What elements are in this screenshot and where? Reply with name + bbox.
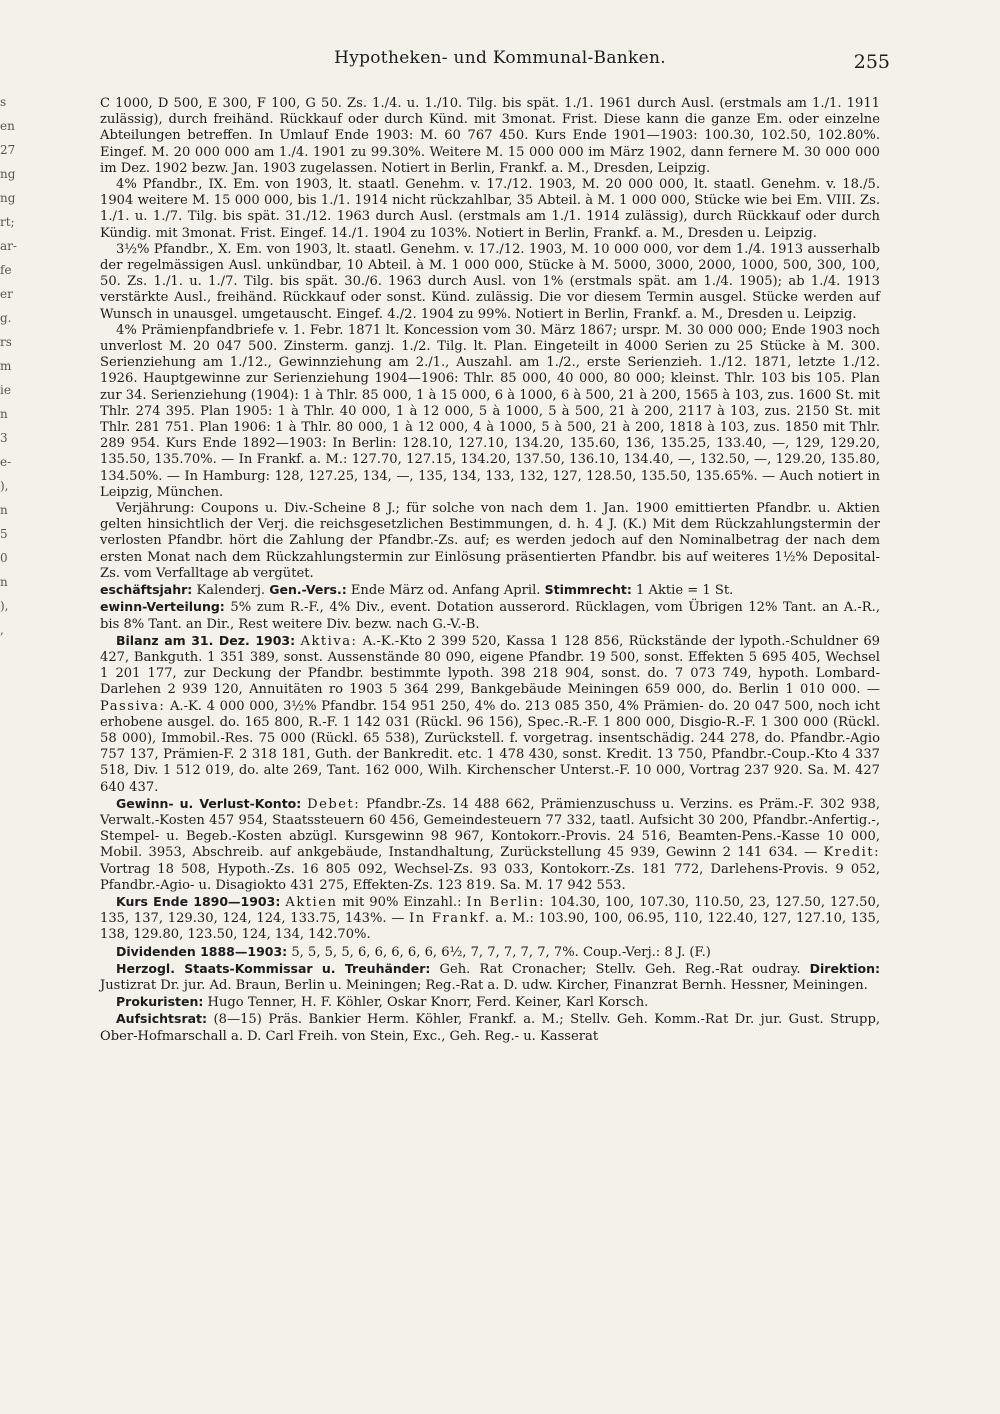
margin-fragment: e-	[0, 455, 12, 469]
margin-fragment: rt;	[0, 215, 15, 229]
margin-fragment: ie	[0, 383, 11, 397]
paragraph-staatskommissar	[100, 961, 880, 994]
page-number: 255	[853, 51, 890, 73]
label-gen-vers: Gen.-Vers.:	[269, 582, 347, 598]
label-aufsichtsrat: Aufsichtsrat:	[116, 1011, 208, 1027]
text-dividenden: 5, 5, 5, 5, 6, 6, 6, 6, 6, 6½, 7, 7, 7, 7, 7, 7%. Coup.-Verj.: 8 J. (F.)	[287, 944, 711, 960]
paragraph-pfandbr-em-ix: 4% Pfandbr., IX. Em. von 1903, lt. staatl. Genehm. v. 17./12. 1903, M. 20 000 000, lt. staatl. Genehm. v. 18./5. 1904 weitere M. 15 000 000, bis 1./1. 1914 nicht rückzahlbar, 35 Abteil. à M. 1 000 000, Stücke wie bei Em. VIII. Zs. 1./1. u. 1./7. Tilg. bis spät. 31./12. 1963 durch Ausl. (erstmals am 1./1. 1914 zulässig), durch Rückkauf oder durch Kündig. mit 3monat. Frist. Eingef. 14./1. 1904 zu 103%. Notiert in Berlin, Frankf. a. M., Dresden u. Leipzig.	[100, 177, 880, 241]
text-debet: Pfandbr.-Zs. 14 488 662, Prämienzuschuss u. Verzins. es Präm.-F. 302 938, Verwalt.-Kosten 457 954, Staatssteuern 60 456, Gemeindesteuern 77 332, taatl. Aufsicht 30 200, Pfandbr.-Anfertig.-, Stempel- u. Begeb.-Kosten abzügl. Kursgewinn 98 967, Kontokorr.-Provis. 24 516, Beamten-Pens.-Kasse 10 000, Mobil. 3953, Abschreib. auf ankgebäude, Instandhaltung, Zurückstellung 45 939, Gewinn 2 141 634. —	[100, 796, 880, 861]
margin-fragment: ),	[0, 479, 9, 493]
page-header	[110, 48, 890, 74]
margin-fragment: ar-	[0, 239, 17, 253]
label-debet: Debet:	[307, 796, 361, 812]
label-aktien: Aktien	[285, 894, 338, 910]
margin-fragment: en	[0, 119, 15, 133]
text-prokuristen: Hugo Tenner, H. F. Köhler, Oskar Knorr, Ferd. Keiner, Karl Korsch.	[203, 995, 649, 1011]
paragraph-prokuristen	[100, 994, 880, 1011]
text-geschaeftsjahr: Kalenderj.	[192, 583, 270, 599]
margin-fragment: s	[0, 95, 7, 109]
margin-fragment: ,	[0, 623, 4, 637]
margin-fragment: 5	[0, 527, 8, 541]
margin-fragment: 3	[0, 431, 8, 445]
paragraph-aufsichtsrat	[100, 1011, 880, 1044]
paragraph-verjaehrung: Verjährung: Coupons u. Div.-Scheine 8 J.; für solche von nach dem 1. Jan. 1900 emittierten Pfandbr. u. Aktien gelten hinsichtlich der Verj. die reichsgesetzlichen Bestimmungen, d. h. 4 J. (K.) Mit dem Rückzahlungstermin der verlosten Pfandbr. hört die Zahlung der Pfandbr.-Zs. auf; es werden jedoch auf den Nominalbetrag der nach dem ersten Monat nach dem Rückzahlungstermin zur Einlösung präsentierten Pfandbr. bis auf weiteres 1½% Deposital-Zs. vom Verfalltage ab vergütet.	[100, 501, 880, 581]
paragraph-geschaeftsjahr	[100, 582, 880, 599]
text-kurs-berlin: 104.30, 100, 107.30, 110.50, 23, 127.50, 127.50, 135, 137, 129.30, 124, 124, 133.75, 143%. —	[100, 894, 881, 927]
paragraph-gewinn-verteilung	[100, 599, 880, 632]
label-aktiva: Aktiva:	[300, 633, 358, 649]
margin-fragment: er	[0, 287, 13, 301]
margin-fragment: ng	[0, 167, 16, 181]
margin-fragment: n	[0, 407, 8, 421]
margin-fragment: m	[0, 359, 12, 373]
text-staatskommissar: Geh. Rat Cronacher; Stellv. Geh. Reg.-Rat oudray.	[430, 961, 810, 977]
paragraph-gewinn-verlust	[100, 796, 880, 894]
label-in-frankf: In Frankf.	[409, 911, 491, 927]
label-staatskommissar: Herzogl. Staats-Kommissar u. Treuhänder:	[116, 960, 431, 976]
label-in-berlin: In Berlin:	[466, 894, 546, 910]
text-einzahl: mit 90% Einzahl.:	[337, 894, 467, 910]
paragraph-dividenden	[100, 944, 880, 961]
margin-fragment: g.	[0, 311, 12, 325]
text-direktion: Justizrat Dr. jur. Ad. Braun, Berlin u. Meiningen; Reg.-Rat a. D. udw. Kircher, Finanzrat Bernh. Hessner, Meiningen.	[100, 977, 868, 993]
label-passiva: Passiva:	[100, 698, 166, 714]
label-stimmrecht: Stimmrecht:	[544, 582, 632, 598]
margin-fragment: 0	[0, 551, 8, 565]
margin-fragment: ),	[0, 599, 9, 613]
label-kurs: Kurs Ende 1890—1903:	[116, 893, 281, 909]
paragraph-bilanz	[100, 633, 880, 796]
text-stimmrecht: 1 Aktie = 1 St.	[631, 583, 734, 599]
paragraph-pfandbr-em-x: 3½% Pfandbr., X. Em. von 1903, lt. staatl. Genehm. v. 17./12. 1903, M. 10 000 000, vor dem 1./4. 1913 ausserhalb der regelmässigen Ausl. unkündbar, 10 Abteil. à M. 1 000 000, Stücke à M. 5000, 3000, 2000, 1000, 500, 300, 100, 50. Zs. 1./1. u. 1./7. Tilg. bis spät. 30./6. 1963 durch Ausl. von 1% (erstmals spät. am 1./4. 1905); ab 1./4. 1913 verstärkte Ausl., freihänd. Rückkauf oder sonst. Künd. zulässig. Die vor diesem Termin ausgel. Stücke werden auf Wunsch in unausgel. umgetauscht. Eingef. 4./2. 1904 zu 99%. Notiert in Berlin, Frankf. a. M., Dresden u. Leipzig.	[100, 241, 880, 322]
running-title: Hypotheken- und Kommunal-Banken.	[334, 48, 666, 68]
text-aktiva: A.-K.-Kto 2 399 520, Kassa 1 128 856, Rückstände der lypoth.-Schuldner 69 427, Bankguth. 1 351 389, sonst. Aussenstände 80 090, eigene Pfandbr. 19 500, sonst. Effekten 5 695 405, Wechsel 1 201 177, zur Deckung der Pfandbr. bestimmte lypoth. 398 218 904, sonst. do. 7 073 749, hypoth. Lombard-Darlehen 2 939 120, Annuitäten ro 1903 5 364 299, Bankgebäude Meiningen 659 000, do. Berlin 1 010 000. —	[100, 633, 881, 698]
margin-fragment: rs	[0, 335, 12, 349]
text-gen-vers: Ende März od. Anfang April.	[346, 583, 545, 599]
label-gewinn-verteilung: ewinn-Verteilung:	[100, 599, 225, 615]
paragraph-praemienpfandbriefe: 4% Prämienpfandbriefe v. 1. Febr. 1871 lt. Koncession vom 30. März 1867; urspr. M. 30 000 000; Ende 1903 noch unverlost M. 20 047 500. Zinsterm. ganzj. 1./2. Tilg. lt. Plan. Eingeteilt in 4000 Serien zu 25 Stücke à M. 300. Serienziehung am 1./12., Gewinnziehung am 2./1., Auszahl. am 1./2., erste Serienzieh. 1./12. 1871, letzte 1./12. 1926. Hauptgewinne zur Serienziehung 1904—1906: Thlr. 85 000, 40 000, 80 000; kleinst. Thlr. 103 bis 105. Plan zur 34. Serienziehung (1904): 1 à Thlr. 85 000, 1 à 15 000, 6 à 1000, 6 à 500, 21 à 200, 1565 à 103, zus. 1600 St. mit Thlr. 274 395. Plan 1905: 1 à Thlr. 40 000, 1 à 12 000, 5 à 1000, 5 à 500, 21 à 200, 2117 à 103, zus. 2150 St. mit Thlr. 281 751. Plan 1906: 1 à Thlr. 80 000, 1 à 12 000, 4 à 1000, 5 à 500, 21 à 200, 1818 à 103, zus. 1850 mit Thlr. 289 954. Kurs Ende 1892—1903: In Berlin: 128.10, 127.10, 134.20, 135.60, 136, 135.25, 133.40, —, 129, 129.20, 135.50, 135.70%. — In Frankf. a. M.: 127.70, 127.15, 134.20, 137.50, 136.10, 134.40, —, 132.50, —, 129.20, 135.80, 134.50%. — In Hamburg: 128, 127.25, 134, —, 135, 134, 133, 132, 127, 128.50, 135.50, 135.65%. — Auch notiert in Leipzig, München.	[100, 322, 880, 500]
text-kurs-frankf: a. M.: 103.90, 100, 06.95, 110, 122.40, 127, 127.10, 135, 138, 129.80, 123.50, 124, 134, 142.70%.	[100, 911, 880, 943]
label-geschaeftsjahr: eschäftsjahr:	[100, 582, 193, 598]
text-kredit: Vortrag 18 508, Hypoth.-Zs. 16 805 092, Wechsel-Zs. 93 033, Kontokorr.-Zs. 181 772, Darlehens-Provis. 9 052, Pfandbr.-Agio- u. Disagiokto 431 275, Effekten-Zs. 123 819. Sa. M. 17 942 553.	[100, 861, 880, 893]
body-text	[100, 96, 880, 1045]
text-passiva: A.-K. 4 000 000, 3½% Pfandbr. 154 951 250, 4% do. 213 085 350, 4% Prämien- do. 20 047 500, noch icht erhobene ausgel. do. 165 800, R.-F. 1 142 031 (Rückl. 96 156), Spec.-R.-F. 1 800 000, Disgio-R.-F. 1 300 000 (Rückl. 58 000), Immobil.-Res. 75 000 (Rückl. 65 538), Zurückstell. f. vorgetrag. insentschädig. 244 278, do. Pfandbr.-Agio 757 137, Prämien-F. 2 318 181, Guth. der Bankredit. etc. 1 478 430, sonst. Kredit. 13 750, Pfandbr.-Coup.-Kto 4 337 518, Div. 1 512 019, do. alte 269, Tant. 162 000, Wilh. Kirchenscher Unterst.-F. 10 000, Vortrag 237 920. Sa. M. 427 640 437.	[100, 698, 880, 795]
paragraph-kurs	[100, 894, 880, 944]
left-margin-fragments	[0, 90, 17, 650]
label-kredit: Kredit:	[823, 845, 880, 861]
label-dividenden: Dividenden 1888—1903:	[116, 943, 288, 959]
paragraph-em-viii-terms: C 1000, D 500, E 300, F 100, G 50. Zs. 1./4. u. 1./10. Tilg. bis spät. 1./1. 1961 durch Ausl. (erstmals am 1./1. 1911 zulässig), durch freihänd. Rückkauf oder durch Künd. mit 3monat. Frist. Diese kann die ganze Em. oder einzelne Abteilungen betreffen. In Umlauf Ende 1903: M. 60 767 450. Kurs Ende 1901—1903: 100.30, 102.50, 102.80%. Eingef. M. 20 000 000 am 1./4. 1901 zu 99.30%. Weitere M. 15 000 000 im März 1902, dann fernere M. 30 000 000 im Dez. 1902 bezw. Jan. 1903 zugelassen. Notiert in Berlin, Frankf. a. M., Dresden, Leipzig.	[100, 96, 880, 176]
margin-fragment: n	[0, 575, 8, 589]
label-bilanz: Bilanz am 31. Dez. 1903:	[116, 632, 296, 648]
label-prokuristen: Prokuristen:	[116, 994, 204, 1010]
text-aufsichtsrat: (8—15) Präs. Bankier Herm. Köhler, Frankf. a. M.; Stellv. Geh. Komm.-Rat Dr. jur. Gust. Strupp, Ober-Hofmarschall a. D. Carl Freih. von Stein, Exc., Geh. Reg.- u. Kasserat	[100, 1012, 880, 1044]
margin-fragment: fe	[0, 263, 12, 277]
margin-fragment: 27	[0, 143, 16, 157]
text-gewinn-verteilung: 5% zum R.-F., 4% Div., event. Dotation ausserord. Rücklagen, vom Übrigen 12% Tant. an A.-R., bis 8% Tant. an Dir., Rest weitere Div. bezw. nach G.-V.-B.	[100, 600, 880, 632]
label-gewinn-verlust: Gewinn- u. Verlust-Konto:	[116, 795, 302, 811]
label-direktion: Direktion:	[809, 960, 880, 976]
margin-fragment: ng	[0, 191, 16, 205]
margin-fragment: n	[0, 503, 8, 517]
